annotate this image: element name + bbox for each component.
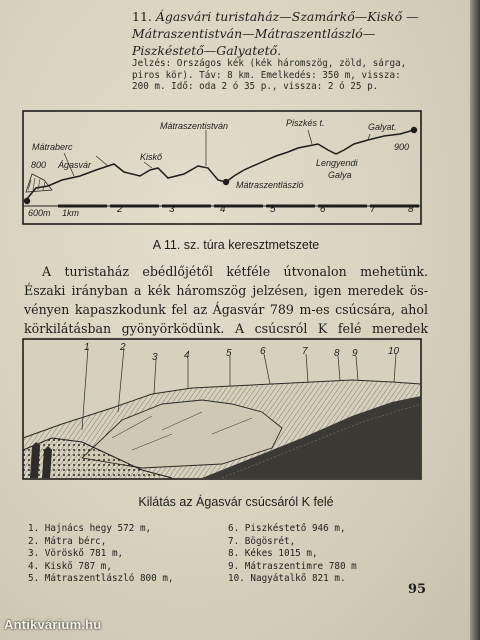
legend-left: [28, 523, 174, 586]
profile-caption: A 11. sz. túra keresztmetszete: [152, 238, 320, 252]
panorama-number: 2: [120, 342, 126, 353]
legend-right: [228, 523, 357, 586]
route-title: Ágasvári turistaház—Szamárkő—Kiskő —Mátraszentistván—Mátraszentlászló— Piszkéstető—Galyatető.: [132, 9, 419, 58]
route-details-line: Jelzés: Országos kék (kék háromszög, zöld, sárga,: [132, 58, 407, 69]
profile-place-label: Mátraszentlászló: [236, 180, 304, 190]
book-spine-edge: [470, 0, 480, 640]
profile-place-label: Galyat.: [368, 122, 397, 132]
panorama-number: 6: [260, 346, 266, 357]
panorama-number: 7: [302, 346, 308, 357]
profile-elevation-label: 600m: [28, 208, 51, 218]
profile-place-label: Kiskő: [140, 152, 163, 162]
panorama-number: 8: [334, 348, 340, 359]
panorama-illustration: [22, 338, 422, 480]
profile-place-label: Galya: [328, 170, 352, 180]
body-paragraph: [24, 262, 428, 338]
profile-place-label: Mátraberc: [32, 142, 73, 152]
route-details-line: 200 m. Idő: oda 2 ó 35 p., vissza: 2 ó 25 p.: [132, 81, 379, 92]
legend-item: 2. Mátra bérc,: [28, 535, 107, 547]
legend-item: 9. Mátraszentimre 780 m: [228, 560, 357, 572]
panorama-number: 1: [84, 342, 90, 353]
profile-place-label: Piszkés t.: [286, 118, 325, 128]
profile-place-label: Ágasvár: [58, 160, 92, 170]
km-tick-label: 7: [370, 204, 376, 215]
paragraph-line: Északi irányban a kék háromszög jelzésen, igen meredek ös-: [24, 283, 428, 298]
km-tick-label: 8: [408, 204, 414, 215]
profile-elevation-label: 900: [394, 142, 410, 152]
km-tick-label: 1km: [62, 208, 80, 218]
km-tick-label: 6: [320, 204, 326, 215]
profile-place-label: Lengyendi: [316, 158, 358, 168]
panorama-number: 3: [152, 352, 158, 363]
paragraph-line: A turistaház ebédlőjétől kétféle útvonalon mehetünk.: [42, 264, 428, 279]
route-details: [132, 58, 432, 93]
km-tick-label: 4: [220, 204, 226, 215]
paragraph-line: vényen kapaszkodunk fel az Ágasvár 789 m-es csúcsára, ahol: [24, 302, 428, 317]
panorama-number: 9: [352, 348, 358, 359]
legend-item: 6. Piszkéstető 946 m,: [228, 523, 346, 534]
legend-item: 8. Kékes 1015 m,: [228, 548, 318, 560]
panorama-caption: Kilátás az Ágasvár csúcsáról K felé: [138, 495, 334, 509]
route-heading: [132, 8, 432, 59]
panorama-number: 10: [388, 346, 400, 357]
panorama-number: 4: [184, 350, 190, 361]
panorama-number: 5: [226, 348, 232, 359]
profile-place-label: Mátraszentistván: [160, 121, 229, 131]
km-tick-label: 2: [117, 204, 123, 215]
km-tick-label: 3: [169, 204, 175, 215]
legend-item: 4. Kiskő 787 m,: [28, 560, 112, 572]
legend-item: 7. Bögösrét,: [228, 535, 296, 547]
page-number: 95: [408, 582, 427, 597]
paragraph-line: körkilátásban gyönyörködünk. A csúcsról K felé meredek: [24, 321, 428, 336]
route-number: 11.: [132, 9, 152, 24]
legend-item: 10. Nagyátalkő 821 m.: [228, 573, 346, 585]
profile-elevation-label: 800: [31, 160, 47, 170]
legend-item: 1. Hajnács hegy 572 m,: [28, 523, 152, 534]
route-details-line: piros kör). Táv: 8 km. Emelkedés: 350 m, vissza:: [132, 69, 401, 81]
elevation-profile-figure: [22, 110, 422, 225]
km-tick-label: 5: [270, 204, 276, 215]
legend-item: 5. Mátraszentlászló 800 m,: [28, 573, 174, 585]
legend-item: 3. Vöröskő 781 m,: [28, 548, 124, 560]
watermark: Antikvárium.hu: [4, 617, 102, 632]
